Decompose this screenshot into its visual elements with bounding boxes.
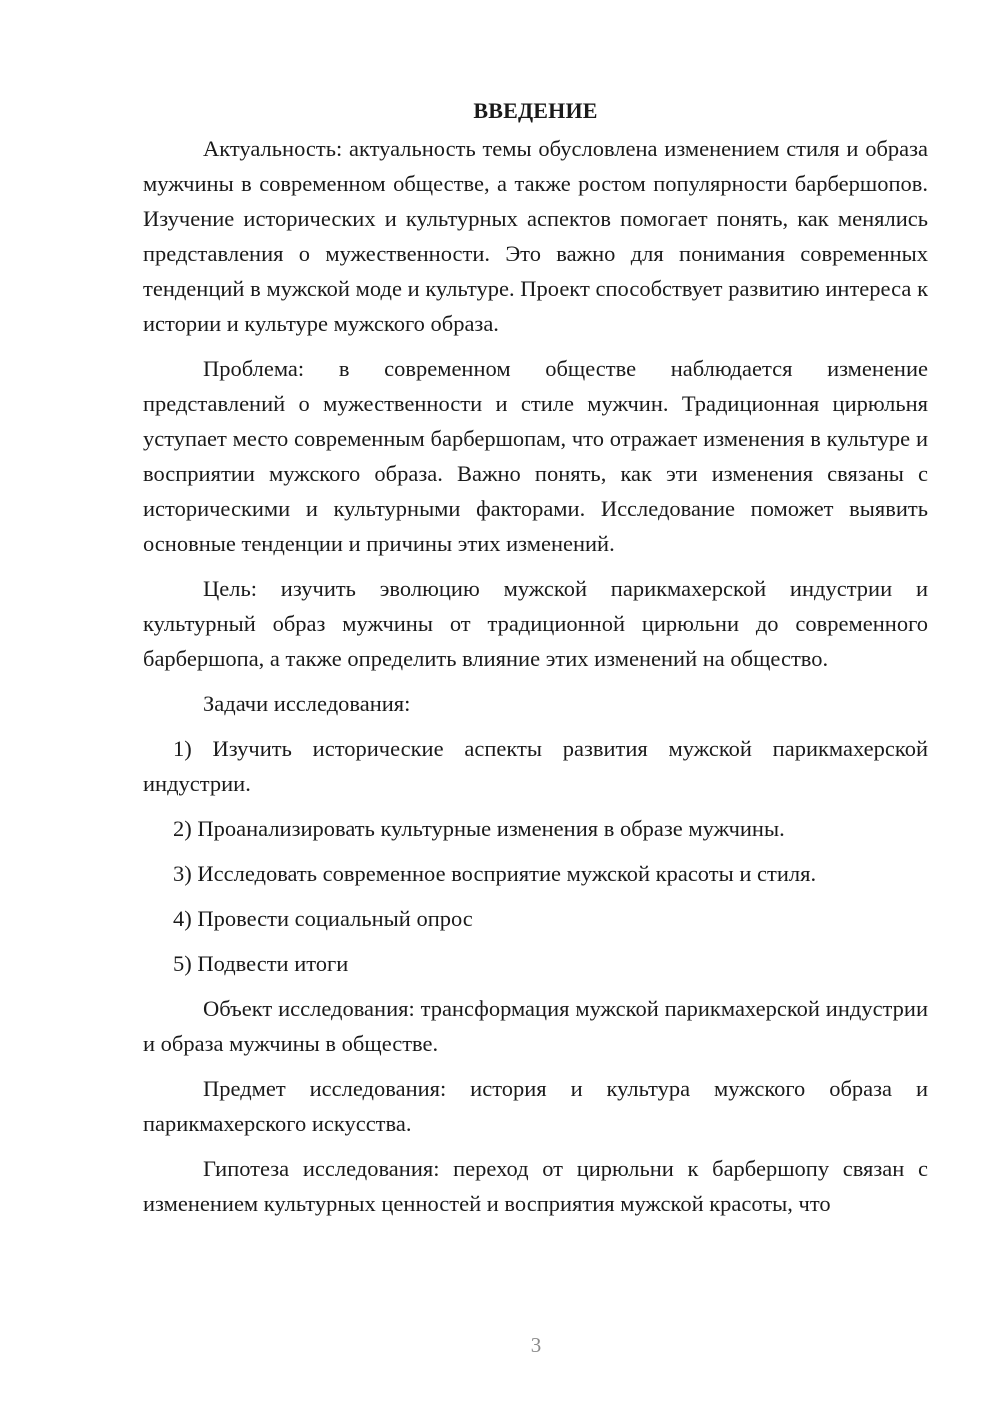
- task-item-1: 1) Изучить исторические аспекты развития мужской парикмахерской индустрии.: [143, 736, 928, 796]
- paragraph-hypothesis: Гипотеза исследования: переход от цирюльни к барбершопу связан с изменением культурных ценностей и восприятия мужской красоты, что: [143, 1156, 928, 1216]
- task-item-4: 4) Провести социальный опрос: [173, 906, 473, 931]
- paragraph-problem: Проблема: в современном обществе наблюдается изменение представлений о мужественности и стиле мужчин. Традиционная цирюльня уступает место современным барбершопам, что отражает изменения в культуре и восприятии мужского образа. Важно понять, как эти изменения связаны с историческими и культурными факторами. Исследование поможет выявить основные тенденции и причины этих изменений.: [143, 356, 928, 556]
- page-content: [143, 95, 928, 1231]
- section-title: ВВЕДЕНИЕ: [473, 98, 598, 123]
- paragraph-relevance: Актуальность: актуальность темы обусловлена изменением стиля и образа мужчины в современном обществе, а также ростом популярности барбершопов. Изучение исторических и культурных аспектов помогает понять, как менялись представления о мужественности. Это важно для понимания современных тенденций в мужской моде и культуре. Проект способствует развитию интереса к истории и культуре мужского образа.: [143, 136, 928, 336]
- task-item-2: 2) Проанализировать культурные изменения в образе мужчины.: [173, 816, 785, 841]
- paragraph-object: Объект исследования: трансформация мужской парикмахерской индустрии и образа мужчины в обществе.: [143, 996, 928, 1056]
- task-item-3: 3) Исследовать современное восприятие мужской красоты и стиля.: [173, 861, 817, 886]
- page-number: 3: [530, 1333, 542, 1357]
- tasks-heading: Задачи исследования:: [203, 691, 411, 716]
- task-item-5: 5) Подвести итоги: [173, 951, 349, 976]
- paragraph-subject: Предмет исследования: история и культура мужского образа и парикмахерского искусства.: [143, 1076, 928, 1136]
- paragraph-goal: Цель: изучить эволюцию мужской парикмахерской индустрии и культурный образ мужчины от традиционной цирюльни до современного барбершопа, а также определить влияние этих изменений на общество.: [143, 576, 928, 671]
